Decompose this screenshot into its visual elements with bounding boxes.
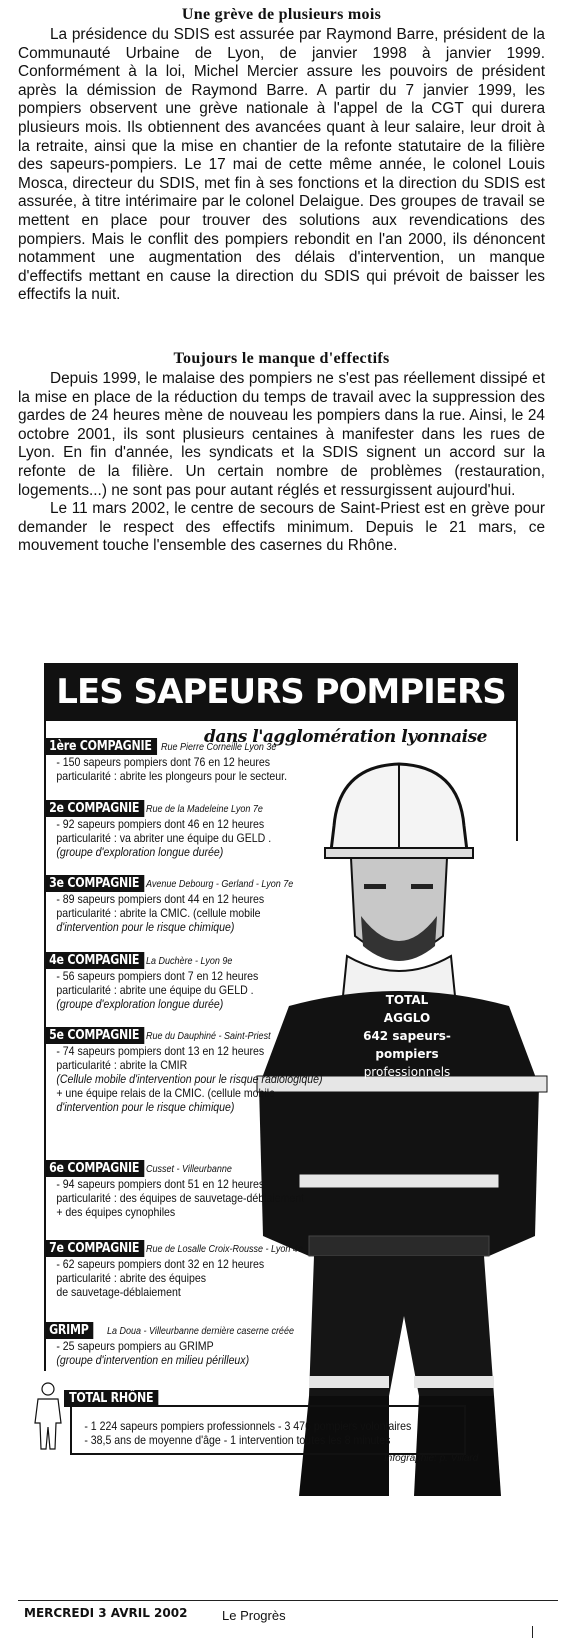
company-tag: 2e COMPAGNIE (44, 800, 144, 817)
company-tag: 6e COMPAGNIE (44, 1160, 144, 1177)
company-address: La Duchère - Lyon 9e (146, 956, 233, 967)
company-line: particularité : des équipes de sauvetage-déblaiement (56, 1191, 305, 1205)
company-line: - 56 sapeurs pompiers dont 7 en 12 heures (56, 969, 259, 983)
company-line: - 62 sapeurs pompiers dont 32 en 12 heures (56, 1257, 265, 1271)
total-rhone-box (70, 1405, 466, 1455)
total-agglo-value: 642 sapeurs-pompiers (363, 1029, 451, 1061)
section-2-paragraph: Le 11 mars 2002, le centre de secours de Saint-Priest est en grève pour demander le respect des effectifs minimum. Depuis le 21 mars, ce mouvement touche l'ensemble des casernes du Rhône. (18, 500, 545, 555)
total-rhone-line: - 38,5 ans de moyenne d'âge - 1 intervention toutes les 8 minutes (84, 1433, 391, 1447)
company-line: + des équipes cynophiles (56, 1205, 176, 1219)
company-tag: 3e COMPAGNIE (44, 875, 144, 892)
company-line: particularité : va abriter une équipe du GELD . (56, 831, 272, 845)
company-line: de sauvetage-déblaiement (56, 1285, 181, 1299)
section-2-paragraph: Depuis 1999, le malaise des pompiers ne s'est pas réellement dissipé et la mise en place de la réduction du temps de travail avec la suppression des gardes de 24 heures mène de nouveau les pompiers dans la rue. Ainsi, le 24 octobre 2001, ils sont plusieurs centaines à manifester dans les rues de Lyon. En fin d'année, les syndicats et la SDIS signent un accord sur la refonte de la filière. Un certain nombre de problèmes (restauration, logements...) ne sont pas pour autant réglés et ressurgissent aujourd'hui. (18, 370, 545, 499)
infographic-title: LES SAPEURS POMPIERS (44, 663, 518, 721)
article-section-1 (18, 6, 545, 305)
section-2-heading: Toujours le manque d'effectifs (173, 350, 390, 367)
company-tag: GRIMP (44, 1322, 94, 1339)
company-line: (groupe d'intervention en milieu périlleux) (56, 1353, 250, 1367)
company-tag: 4e COMPAGNIE (44, 952, 144, 969)
company-line: - 94 sapeurs pompiers dont 51 en 12 heures (56, 1177, 265, 1191)
company-5 (44, 1026, 424, 1114)
company-address: La Doua - Villeurbanne dernière caserne créée (106, 1326, 294, 1337)
company-7 (44, 1239, 424, 1299)
company-line: - 92 sapeurs pompiers dont 46 en 12 heures (56, 817, 265, 831)
company-grimp (44, 1321, 424, 1367)
company-line: - 74 sapeurs pompiers dont 13 en 12 heures (56, 1044, 265, 1058)
footer-rule (18, 1600, 558, 1601)
footer-newspaper: Le Progrès (222, 1608, 286, 1623)
company-tag: 1ère COMPAGNIE (44, 738, 157, 755)
company-3 (44, 874, 424, 934)
infographic-subtitle: dans l'agglomération lyonnaise (204, 727, 487, 747)
company-address: Rue de la Madeleine Lyon 7e (146, 804, 264, 815)
total-rhone-tag-wrap (64, 1389, 175, 1407)
company-address: Cusset - Villeurbanne (146, 1164, 233, 1175)
company-line: (Cellule mobile d'intervention pour le risque radiologique) (56, 1072, 323, 1086)
company-line: (groupe d'exploration longue durée) (56, 997, 224, 1011)
infographic-credit: Infographie: p. Villard (384, 1453, 479, 1464)
company-line: particularité : abrite la CMIR (56, 1058, 188, 1072)
company-line: - 89 sapeurs pompiers dont 44 en 12 heures (56, 892, 265, 906)
company-tag: 7e COMPAGNIE (44, 1240, 144, 1257)
section-1-heading: Une grève de plusieurs mois (181, 6, 382, 23)
company-line: (groupe d'exploration longue durée) (56, 845, 224, 859)
company-line: - 150 sapeurs pompiers dont 76 en 12 heures (56, 755, 271, 769)
company-address: Avenue Debourg - Gerland - Lyon 7e (146, 879, 294, 890)
total-agglo-sub: professionnels (363, 1065, 451, 1079)
company-1 (44, 737, 424, 783)
company-address: Rue du Dauphiné - Saint-Priest (146, 1031, 272, 1042)
company-line: particularité : abrite la CMIC. (cellule mobile (56, 906, 261, 920)
company-address: Rue Pierre Corneille Lyon 3e (161, 742, 277, 753)
total-rhone-line: - 1 224 sapeurs pompiers professionnels - 3 476 pompiers volontaires (84, 1419, 412, 1433)
company-line: particularité : abrite une équipe du GELD . (56, 983, 254, 997)
total-rhone-tag: TOTAL RHÔNE (64, 1390, 158, 1407)
company-6 (44, 1159, 424, 1219)
company-tag: 5e COMPAGNIE (44, 1027, 144, 1044)
article-section-2 (18, 350, 545, 556)
company-line: d'intervention pour le risque chimique) (56, 920, 235, 934)
company-2 (44, 799, 424, 859)
footer-tick (532, 1626, 533, 1638)
company-line: particularité : abrite des équipes (56, 1271, 207, 1285)
firefighters-infographic (14, 661, 549, 1583)
company-line: - 25 sapeurs pompiers au GRIMP (56, 1339, 214, 1353)
silhouette-icon (28, 1381, 68, 1451)
company-line: particularité : abrite les plongeurs pour le secteur. (56, 769, 288, 783)
company-address: Rue de Losalle Croix-Rousse - Lyon 4e (146, 1244, 304, 1255)
company-line: + une équipe relais de la CMIC. (cellule mobile (56, 1086, 275, 1100)
total-agglo-label: AGGLO (383, 1011, 431, 1025)
section-1-body: La présidence du SDIS est assurée par Raymond Barre, président de la Communauté Urbaine de Lyon, de janvier 1998 à janvier 1999. Conformément à la loi, Michel Mercier assure les pouvoirs de président après la démission de Raymond Barre. A partir du 7 janvier 1999, les pompiers observent une grève nationale à l'appel de la CGT qui durera plusieurs mois. Ils obtiennent des avancées quant à leur salaire, leur droit à la retraite, ainsi que la mise en chantier de la refonte statutaire de la filière des sapeurs-pompiers. Le 17 mai de cette même année, le colonel Louis Mosca, directeur du SDIS, met fin à ses fonctions et la direction du SDIS est assurée, à titre intérimaire par le colonel Delaigue. Des groupes de travail se mettent en place pour trouver des solutions aux revendications des pompiers. Mais le conflit des pompiers rebondit en l'an 2000, ils dénoncent notamment une augmentation des délais d'intervention, un manque d'effectifs mettant en cause la direction du SDIS qui prévoit de baisser les effectifs la nuit. (18, 26, 545, 304)
total-agglo-label: TOTAL (385, 993, 429, 1007)
company-line: d'intervention pour le risque chimique) (56, 1100, 235, 1114)
footer-date: MERCREDI 3 AVRIL 2002 (24, 1606, 188, 1620)
company-4 (44, 951, 424, 1011)
